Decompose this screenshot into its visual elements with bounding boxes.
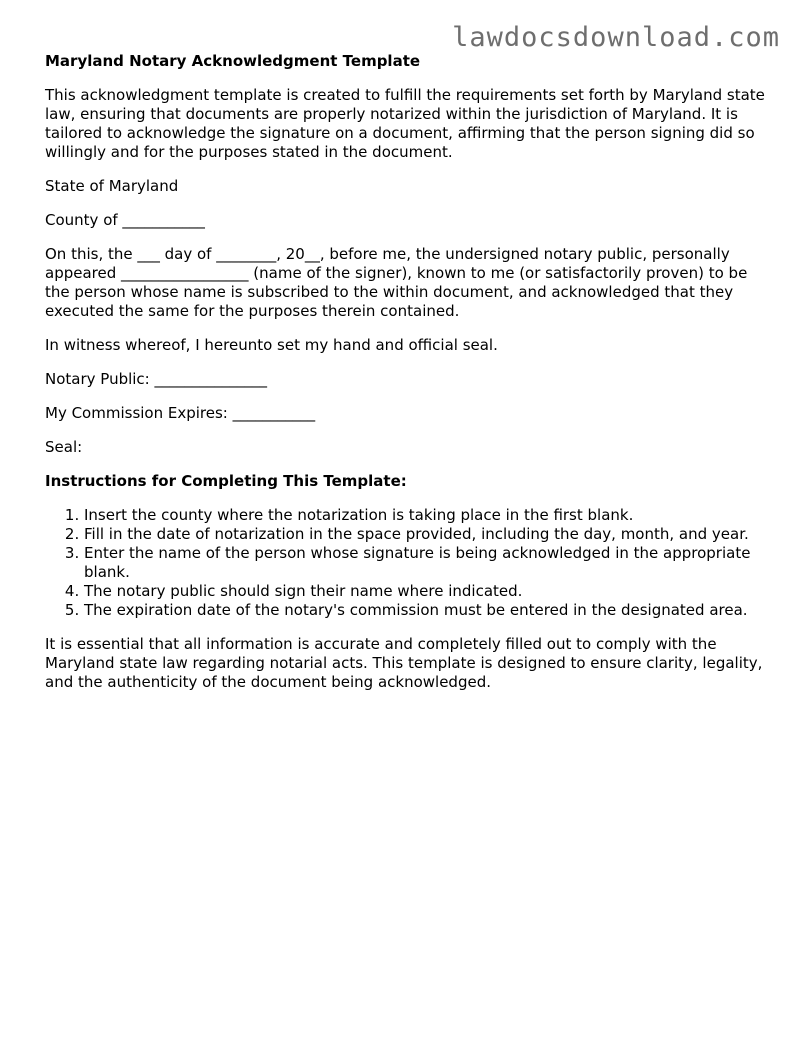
instruction-item: 1. Insert the county where the notarization is taking place in the first blank.	[84, 506, 770, 525]
closing-paragraph: It is essential that all information is accurate and completely filled out to comply with the Maryland state law regarding notarial acts. This template is designed to ensure clarity, legality, and the authenticity of the document being acknowledged.	[45, 635, 763, 691]
intro-paragraph: This acknowledgment template is created to fulfill the requirements set forth by Maryland state law, ensuring that documents are properly notarized within the jurisdiction of Maryland. It is tailored to acknowledge the signature on a document, affirming that the person signing did so willingly and for the purposes stated in the document.	[45, 86, 765, 161]
watermark: lawdocsdownload.com	[452, 22, 780, 53]
county-line: County of ___________	[45, 211, 205, 229]
state-line: State of Maryland	[45, 177, 179, 195]
instructions-list	[45, 506, 770, 620]
instruction-item: 3. Enter the name of the person whose signature is being acknowledged in the appropriate blank.	[84, 544, 770, 582]
witness-line: In witness whereof, I hereunto set my hand and official seal.	[45, 336, 498, 354]
notary-public-line: Notary Public: _______________	[45, 370, 267, 388]
seal-line: Seal:	[45, 438, 83, 456]
instruction-item: 2. Fill in the date of notarization in the space provided, including the day, month, and year.	[84, 525, 770, 544]
instructions-heading: Instructions for Completing This Template:	[45, 472, 407, 490]
commission-expires-line: My Commission Expires: ___________	[45, 404, 316, 422]
acknowledgment-paragraph: On this, the ___ day of ________, 20__, before me, the undersigned notary public, personally appeared _________________ (name of the signer), known to me (or satisfactorily proven) to be the person whose name is subscribed to the within document, and acknowledged that they executed the same for the purposes therein contained.	[45, 245, 748, 320]
document-page	[45, 52, 770, 707]
instruction-item: 5. The expiration date of the notary's commission must be entered in the designated area.	[84, 601, 770, 620]
instruction-item: 4. The notary public should sign their name where indicated.	[84, 582, 770, 601]
document-title: Maryland Notary Acknowledgment Template	[45, 52, 421, 70]
